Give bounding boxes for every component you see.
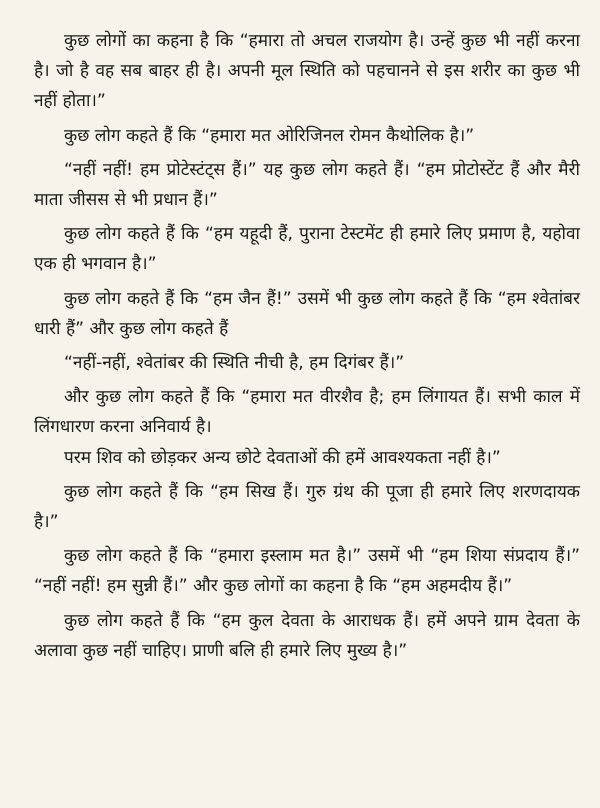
paragraph-islam: कुछ लोग कहते हैं कि “हमारा इस्लाम मत है।” उसमें भी “हम शिया संप्रदाय हैं।” “नहीं नहीं! हम सुन्नी हैं।” और कुछ लोगों का कहना है कि “हम अहमदीय हैं।” [34, 546, 580, 597]
paragraph-digambar: “नहीं-नहीं, श्वेतांबर की स्थिति नीची है, हम दिगंबर हैं।” [64, 353, 405, 374]
paragraph-sikh: कुछ लोग कहते हैं कि “हम सिख हैं। गुरु ग्रंथ की पूजा ही हमारे लिए शरणदायक है।” [34, 481, 580, 533]
paragraph-jain: कुछ लोग कहते हैं कि “हम जैन हैं!” उसमें भी कुछ लोग कहते हैं कि “हम श्वेतांबर धारी हैं” और कुछ लोग कहते हैं [34, 288, 580, 339]
paragraph-yahudi: कुछ लोग कहते हैं कि “हम यहूदी हैं, पुराना टेस्टमेंट ही हमारे लिए प्रमाण है, यहोवा एक ही भगवान है।” [34, 224, 580, 275]
paragraph-kul-devta: कुछ लोग कहते हैं कि “हम कुल देवता के आराधक हैं। हमें अपने ग्राम देवता के अलावा कुछ नहीं चाहिए। प्राणी बलि ही हमारे लिए मुख्य है।” [34, 610, 580, 661]
paragraph-veershaiv: और कुछ लोग कहते हैं कि “हमारा मत वीरशैव है; हम लिंगायत हैं। सभी काल में लिंगधारण करना अनिवार्य है। [34, 387, 580, 438]
paragraph-achal-rajyog: कुछ लोगों का कहना है कि “हमारा तो अचल राजयोग है। उन्हें कुछ भी नहीं करना है। जो है वह सब बाहर ही है। अपनी मूल स्थिति को पहचानने से इस शरीर का कुछ भी नहीं होता।” [34, 31, 580, 112]
paragraph-param-shiv: परम शिव को छोड़कर अन्य छोटे देवताओं की हमें आवश्यकता नहीं है।” [64, 447, 501, 468]
paragraph-roman-catholic: कुछ लोग कहते हैं कि “हमारा मत ओरिजिनल रोमन कैथोलिक है।” [64, 125, 475, 146]
paragraph-protestant: “नहीं नहीं! हम प्रोटेस्टंट्स हैं।” यह कुछ लोग कहते हैं। “हम प्रोटोस्टेंट हैं और मैरी माता जीसस से भी प्रधान हैं।” [34, 159, 580, 211]
